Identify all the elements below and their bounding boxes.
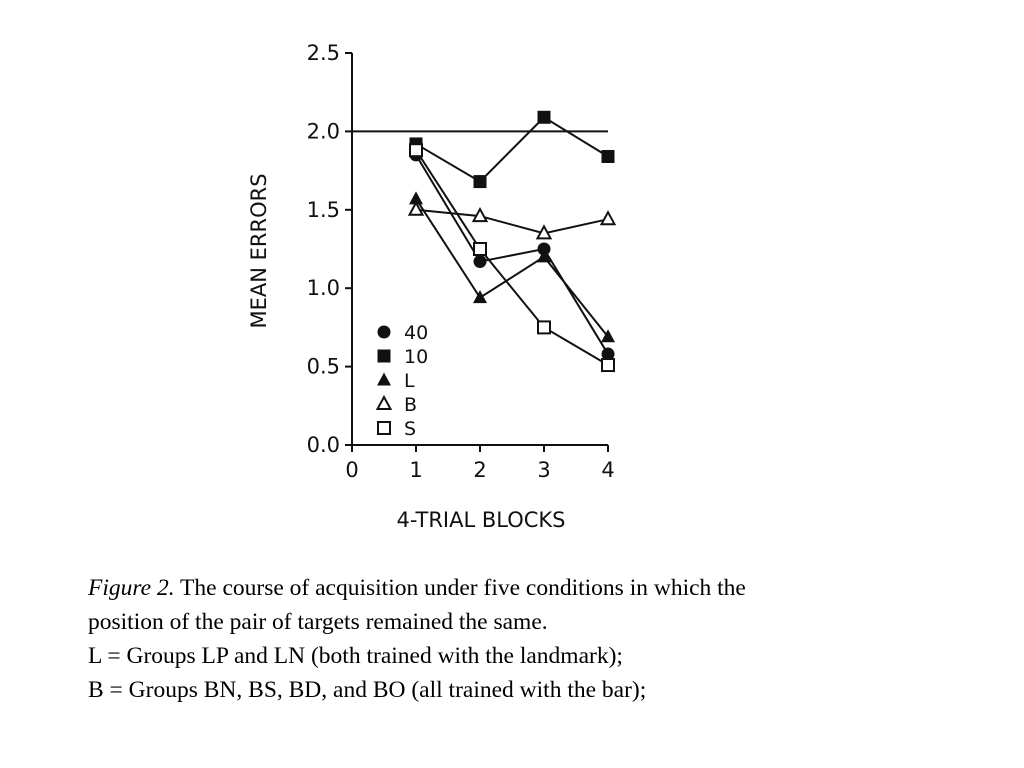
- data-point-S: [474, 243, 486, 255]
- series-group: [409, 111, 615, 371]
- data-point-40: [474, 255, 487, 268]
- data-point-S: [410, 144, 422, 156]
- y-tick-label: 1.0: [306, 276, 340, 301]
- data-point-B: [602, 212, 615, 224]
- y-tick-label: 2.0: [306, 119, 340, 144]
- data-point-10: [474, 175, 487, 188]
- x-tick-label: 2: [473, 458, 487, 482]
- y-tick-label: 0.5: [306, 354, 340, 379]
- data-point-S: [538, 321, 550, 333]
- figure-label: Figure 2.: [88, 575, 175, 601]
- y-tick-label: 0.0: [306, 433, 340, 457]
- caption-line-2: position of the pair of targets remained the same.: [88, 609, 548, 635]
- legend-marker-S: [378, 422, 390, 434]
- legend-label-S: S: [404, 418, 417, 440]
- caption-text-1: The course of acquisition under five conditions in which the: [180, 575, 746, 601]
- data-point-10: [602, 150, 615, 163]
- chart-axes: [307, 41, 615, 482]
- figure-caption: [88, 571, 988, 707]
- series-line-B: [416, 210, 608, 234]
- legend: [377, 322, 428, 440]
- legend-label-10: 10: [404, 346, 429, 368]
- legend-label-40: 40: [404, 322, 429, 344]
- data-point-S: [602, 359, 614, 371]
- legend-marker-40: [378, 326, 391, 339]
- series-line-40: [416, 155, 608, 354]
- series-line-10: [416, 117, 608, 181]
- x-tick-label: 3: [537, 458, 551, 482]
- y-tick-label: 1.5: [306, 197, 340, 222]
- legend-marker-L: [377, 373, 391, 386]
- data-point-L: [473, 290, 487, 303]
- caption-line-4: B = Groups BN, BS, BD, and BO (all trained with the bar);: [88, 677, 647, 703]
- legend-marker-B: [378, 397, 391, 409]
- x-tick-label: 1: [409, 458, 423, 482]
- x-axis-title: 4-TRIAL BLOCKS: [396, 508, 566, 532]
- legend-label-B: B: [404, 394, 418, 416]
- y-tick-label: 2.5: [306, 41, 340, 65]
- series-line-L: [416, 199, 608, 337]
- caption-line-1: [88, 571, 988, 605]
- x-tick-label: 0: [345, 458, 359, 482]
- legend-marker-10: [378, 350, 391, 363]
- data-point-10: [538, 111, 551, 124]
- caption-line-3: L = Groups LP and LN (both trained with the landmark);: [88, 643, 623, 669]
- x-tick-label: 4: [601, 458, 615, 482]
- y-axis-title: MEAN ERRORS: [247, 173, 271, 329]
- series-line-S: [416, 150, 608, 365]
- legend-label-L: L: [404, 370, 415, 392]
